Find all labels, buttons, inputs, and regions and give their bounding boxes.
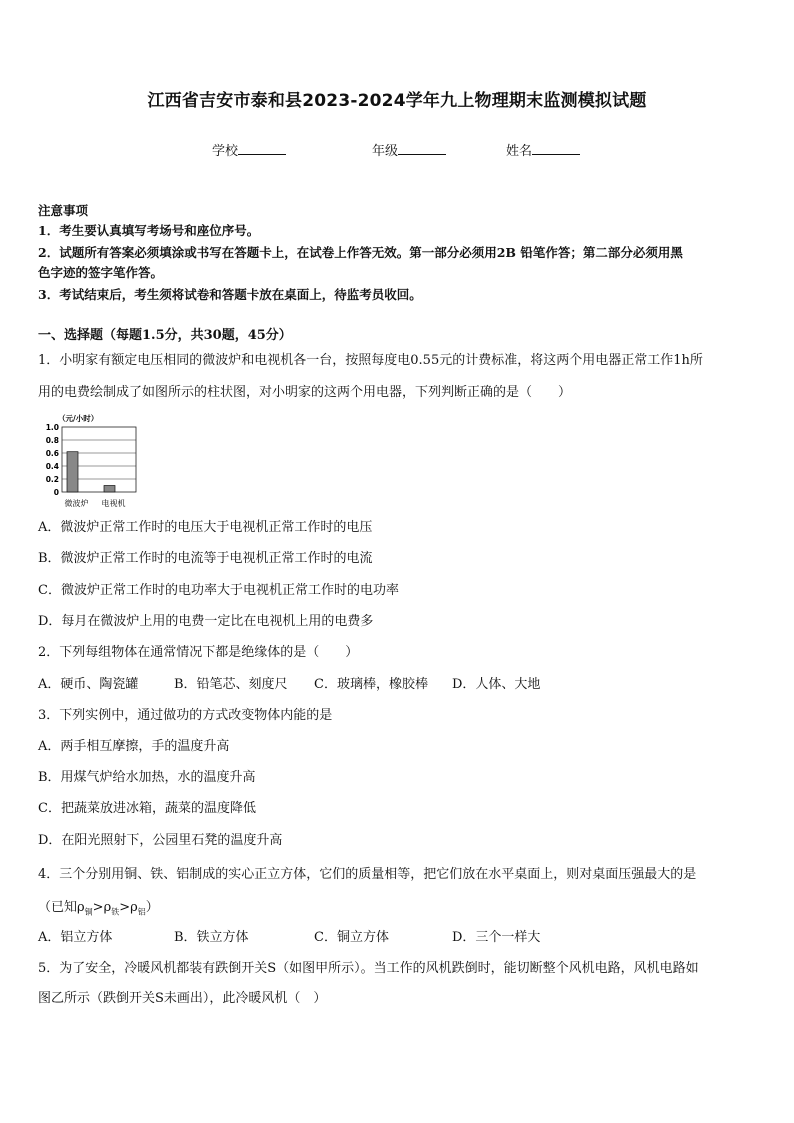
y-axis-label: （元/小时） xyxy=(58,414,99,423)
grade-field[interactable] xyxy=(372,140,446,159)
name-label: 姓名 xyxy=(506,144,533,159)
q3-option-a[interactable]: A．两手相互摩擦，手的温度升高 xyxy=(38,739,230,754)
y-tick-label: 0.2 xyxy=(45,475,59,484)
q2-option-a[interactable]: A．硬币、陶瓷罐 xyxy=(38,677,139,692)
q1-option-d[interactable]: D．每月在微波炉上用的电费一定比在电视机上用的电费多 xyxy=(38,614,374,629)
school-blank[interactable] xyxy=(238,142,286,155)
q4-stem: 4．三个分别用铜、铁、铝制成的实心正立方体，它们的质量相等，把它们放在水平桌面上，则对桌面压强最大的是 xyxy=(38,867,697,882)
q4-option-b[interactable]: B．铁立方体 xyxy=(174,930,249,945)
q2-option-c[interactable]: C．玻璃棒，橡胶棒 xyxy=(314,677,428,692)
notice-item: 3．考试结束后，考生须将试卷和答题卡放在桌面上，待监考员收回。 xyxy=(38,287,422,302)
school-label: 学校 xyxy=(212,144,239,159)
section-heading: 一、选择题（每题1.5分，共30题，45分） xyxy=(38,328,292,343)
q1-option-c[interactable]: C．微波炉正常工作时的电功率大于电视机正常工作时的电功率 xyxy=(38,583,399,598)
notice-item: 色字迹的签字笔作答。 xyxy=(38,265,164,280)
y-tick-label: 0.4 xyxy=(45,462,59,471)
notice-heading: 注意事项 xyxy=(38,203,89,218)
bar xyxy=(67,452,78,492)
q1-option-b[interactable]: B．微波炉正常工作时的电流等于电视机正常工作时的电流 xyxy=(38,551,373,566)
q2-option-b[interactable]: B．铅笔芯、刻度尺 xyxy=(174,677,288,692)
notice-item: 1．考生要认真填写考场号和座位序号。 xyxy=(38,223,260,238)
q1-stem: 1．小明家有额定电压相同的微波炉和电视机各一台，按照每度电0.55元的计费标准，将这两个用电器正常工作1h所 xyxy=(38,353,703,368)
y-tick-label: 0.8 xyxy=(45,436,59,445)
q5-stem: 5．为了安全，冷暖风机都装有跌倒开关S（如图甲所示）。当工作的风机跌倒时，能切断整个风机电路，风机电路如 xyxy=(38,961,699,976)
q2-stem: 2．下列每组物体在通常情况下都是绝缘体的是（ ） xyxy=(38,645,359,660)
grade-blank[interactable] xyxy=(398,142,446,155)
y-tick-label: 0 xyxy=(53,488,59,497)
grade-label: 年级 xyxy=(372,144,399,159)
q3-option-b[interactable]: B．用煤气炉给水加热，水的温度升高 xyxy=(38,770,256,785)
q4-option-c[interactable]: C．铜立方体 xyxy=(314,930,389,945)
page-title: 江西省吉安市泰和县2023-2024学年九上物理期末监测模拟试题 xyxy=(147,91,647,111)
name-field[interactable] xyxy=(506,140,580,159)
q5-stem: 图乙所示（跌倒开关S未画出），此冷暖风机（ ） xyxy=(38,991,327,1006)
q4-option-a[interactable]: A．铝立方体 xyxy=(38,930,113,945)
q1-bar-chart xyxy=(38,410,148,510)
school-field[interactable] xyxy=(212,140,286,159)
notice-item: 2．试题所有答案必须填涂或书写在答题卡上，在试卷上作答无效。第一部分必须用2B 铅笔作答；第二部分必须用黑 xyxy=(38,245,683,260)
y-tick-label: 1.0 xyxy=(45,423,59,432)
y-tick-label: 0.6 xyxy=(45,449,59,458)
q1-option-a[interactable]: A．微波炉正常工作时的电压大于电视机正常工作时的电压 xyxy=(38,520,373,535)
q3-option-c[interactable]: C．把蔬菜放进冰箱，蔬菜的温度降低 xyxy=(38,801,256,816)
q4-given: （已知$\rho_铜>\rho_铁>\rho_铝$） xyxy=(38,900,159,917)
x-tick-label: 电视机 xyxy=(101,499,126,508)
name-blank[interactable] xyxy=(532,142,580,155)
bar-chart-svg xyxy=(38,410,148,510)
q2-option-d[interactable]: D．人体、大地 xyxy=(452,677,541,692)
q3-option-d[interactable]: D．在阳光照射下，公园里石凳的温度升高 xyxy=(38,833,283,848)
student-info-fields xyxy=(0,140,794,160)
q1-stem: 用的电费绘制成了如图所示的柱状图，对小明家的这两个用电器，下列判断正确的是（ ） xyxy=(38,385,572,400)
bar xyxy=(104,486,115,493)
q4-option-d[interactable]: D．三个一样大 xyxy=(452,930,541,945)
q3-stem: 3．下列实例中，通过做功的方式改变物体内能的是 xyxy=(38,708,333,723)
x-tick-label: 微波炉 xyxy=(64,499,89,508)
